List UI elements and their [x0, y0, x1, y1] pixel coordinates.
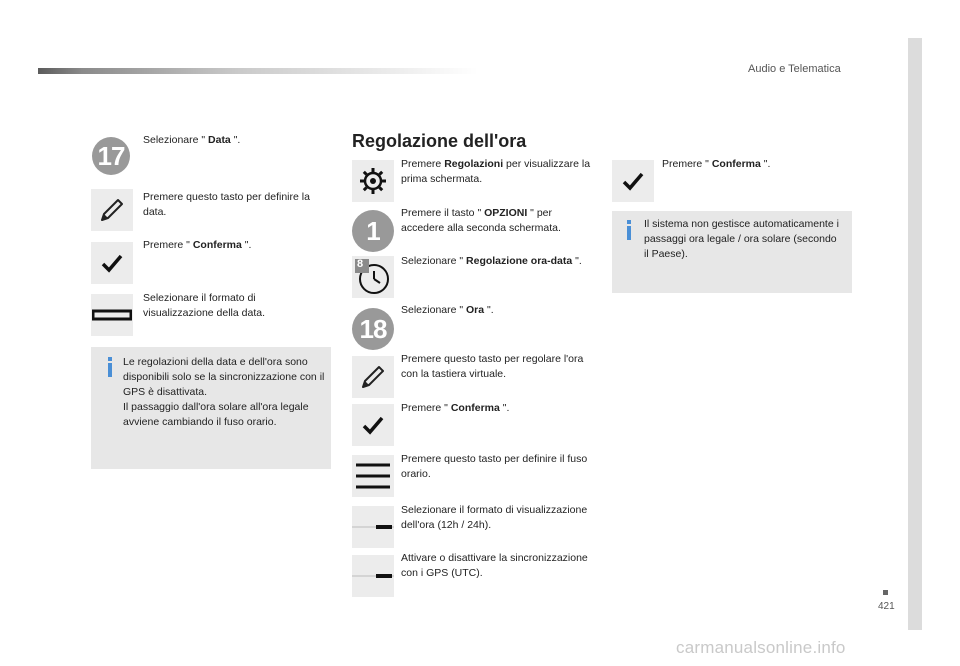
instruction-keyboard: Premere questo tasto per regolare l'ora con la tastiera virtuale.	[401, 353, 584, 380]
info-note-box	[91, 347, 331, 469]
section-title: Audio e Telematica	[748, 63, 841, 75]
confirm-button[interactable]	[352, 404, 394, 446]
instruction-date-format: Selezionare il formato di visualizzazione della data.	[143, 292, 265, 319]
info-icon	[624, 220, 634, 240]
edit-pencil-button[interactable]	[91, 189, 133, 231]
instruction-timezone: Premere questo tasto per definire il fuso orario.	[401, 453, 588, 480]
date-format-selector[interactable]	[91, 294, 133, 336]
instruction-gps-sync: Attivare o disattivare la sincronizzazione con i GPS (UTC).	[401, 552, 588, 579]
instruction-options: Premere il tasto " OPZIONI " per accedere alla seconda schermata.	[401, 207, 561, 234]
time-format-selector[interactable]	[352, 506, 394, 548]
timezone-button[interactable]	[352, 455, 394, 497]
info-icon	[105, 357, 115, 377]
info-note-text: Il sistema non gestisce automaticamente i passaggi ora legale / ora solare (secondo il Paese).	[644, 218, 839, 260]
header-gradient-bar	[38, 68, 478, 74]
toggle-slider-icon	[352, 566, 394, 586]
step-17-badge: 17	[92, 137, 130, 175]
instruction-select-ora: Selezionare " Ora ".	[401, 304, 494, 316]
instruction-define-date: Premere questo tasto per definire la data.	[143, 191, 310, 218]
info-note-box	[612, 211, 852, 293]
confirm-button[interactable]	[91, 242, 133, 284]
edit-time-button[interactable]	[352, 356, 394, 398]
instruction-confirm: Premere " Conferma ".	[662, 158, 771, 170]
checkmark-icon	[361, 413, 385, 437]
info-note-text: Le regolazioni della data e dell'ora sono disponibili solo se la sincronizzazione con il GPS è disattivata. Il passaggio dall'ora solare all'ora legale avviene cambiando il fuso orario.	[123, 356, 325, 428]
instruction-time-date: Selezionare " Regolazione ora-data ".	[401, 255, 582, 267]
checkmark-icon	[621, 169, 645, 193]
gps-sync-toggle[interactable]	[352, 555, 394, 597]
gear-icon	[359, 167, 387, 195]
page-side-tab	[908, 38, 922, 630]
section-heading: Regolazione dell'ora	[352, 131, 527, 151]
page-marker-icon	[883, 590, 888, 595]
format-slider-icon	[352, 517, 394, 537]
pencil-icon	[97, 195, 127, 225]
settings-button[interactable]	[352, 160, 394, 202]
page-number: 421	[878, 601, 895, 612]
pencil-icon	[358, 362, 388, 392]
checkmark-icon	[100, 251, 124, 275]
step-8-badge: 8	[357, 258, 364, 270]
format-bar-icon	[92, 307, 132, 323]
step-1-badge: 1	[352, 210, 394, 252]
instruction-time-format: Selezionare il formato di visualizzazione dell'ora (12h / 24h).	[401, 504, 588, 531]
time-date-settings-button[interactable]	[352, 256, 394, 298]
instruction-confirm: Premere " Conferma ".	[143, 239, 252, 251]
confirm-button[interactable]	[612, 160, 654, 202]
menu-lines-icon	[355, 461, 391, 491]
instruction-settings: Premere Regolazioni per visualizzare la prima schermata.	[401, 158, 591, 185]
watermark: carmanualsonline.info	[676, 638, 846, 657]
instruction-select-data: Selezionare " Data ".	[143, 134, 241, 146]
step-18-badge: 18	[352, 308, 394, 350]
instruction-confirm: Premere " Conferma ".	[401, 402, 510, 414]
